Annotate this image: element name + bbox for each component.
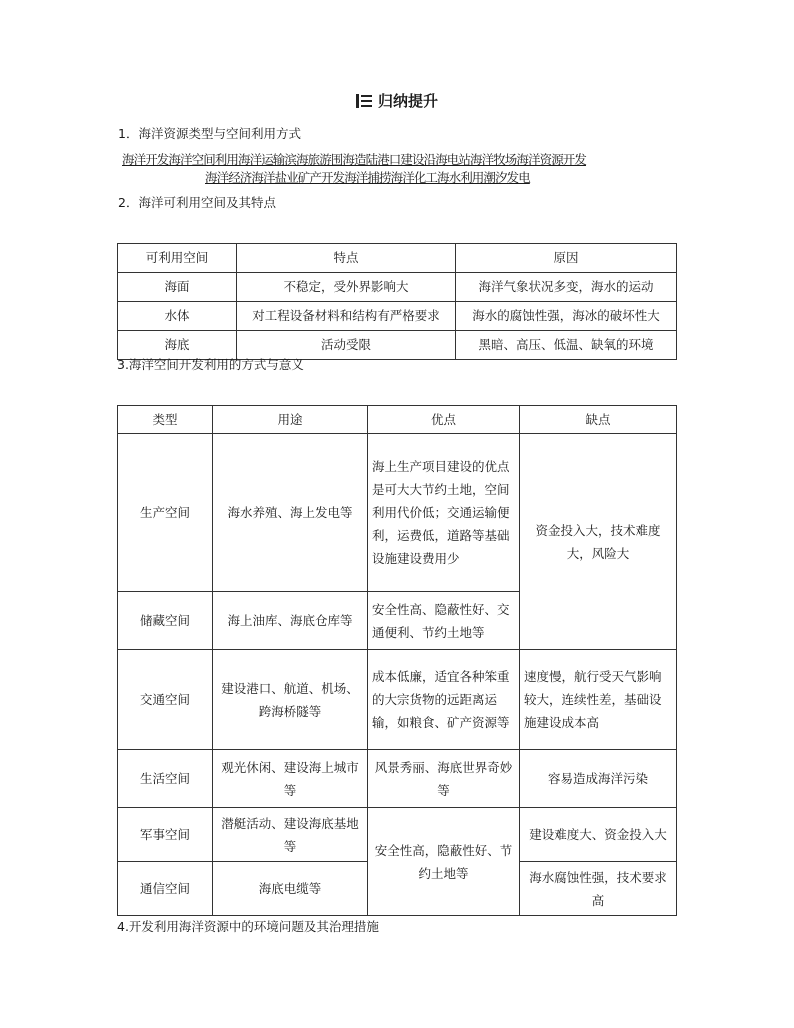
table-cell: 海洋气象状况多变，海水的运动 [456, 273, 677, 302]
table-cell: 水体 [118, 302, 237, 331]
table-row [118, 750, 677, 808]
type-cell: 生产空间 [118, 434, 213, 592]
use-cell: 潜艇活动、建设海底基地等 [213, 808, 368, 862]
header-cell: 用途 [213, 406, 368, 434]
pro-cell: 海上生产项目建设的优点是可大大节约土地，空间利用代价低；交通运输便利，运费低，道路等基础设施建设费用少 [368, 434, 520, 592]
section2-heading: 2．海洋可利用空间及其特点 [118, 195, 276, 210]
type-cell: 军事空间 [118, 808, 213, 862]
section-title [0, 90, 794, 111]
table-row [118, 808, 677, 862]
usage-table [117, 405, 677, 916]
header-cell: 类型 [118, 406, 213, 434]
table-cell: 海面 [118, 273, 237, 302]
list-icon [356, 94, 372, 108]
table-cell: 海水的腐蚀性强，海冰的破坏性大 [456, 302, 677, 331]
con-cell: 资金投入大，技术难度大，风险大 [520, 434, 677, 650]
pro-cell: 风景秀丽、海底世界奇妙等 [368, 750, 520, 808]
header-cell: 原因 [456, 244, 677, 273]
table-row [118, 434, 677, 592]
use-cell: 海水养殖、海上发电等 [213, 434, 368, 592]
title-text: 归纳提升 [377, 92, 438, 110]
use-cell: 观光休闲、建设海上城市等 [213, 750, 368, 808]
use-cell: 海上油库、海底仓库等 [213, 592, 368, 650]
con-cell: 建设难度大、资金投入大 [520, 808, 677, 862]
table-row [118, 302, 677, 331]
con-cell: 速度慢，航行受天气影响较大，连续性差，基础设施建设成本高 [520, 650, 677, 750]
use-cell: 海底电缆等 [213, 862, 368, 916]
type-cell: 交通空间 [118, 650, 213, 750]
header-cell: 可利用空间 [118, 244, 237, 273]
type-cell: 储藏空间 [118, 592, 213, 650]
table-header-row [118, 406, 677, 434]
section1-line2: 海洋经济海洋盐业矿产开发海洋捕捞海洋化工海水利用潮汐发电 [205, 170, 530, 185]
pro-cell: 安全性高，隐蔽性好、节约土地等 [368, 808, 520, 916]
pro-cell: 成本低廉，适宜各种笨重的大宗货物的远距离运输，如粮食、矿产资源等 [368, 650, 520, 750]
header-cell: 特点 [237, 244, 456, 273]
space-table [117, 243, 677, 360]
header-cell: 优点 [368, 406, 520, 434]
table-row [118, 273, 677, 302]
header-cell: 缺点 [520, 406, 677, 434]
table-cell: 活动受限 [237, 331, 456, 360]
use-cell: 建设港口、航道、机场、跨海桥隧等 [213, 650, 368, 750]
pro-cell: 安全性高、隐蔽性好、交通便利、节约土地等 [368, 592, 520, 650]
section3-heading: 3.海洋空间开发利用的方式与意义 [117, 357, 304, 372]
section1-heading: 1．海洋资源类型与空间利用方式 [118, 126, 301, 141]
con-cell: 海水腐蚀性强，技术要求高 [520, 862, 677, 916]
table-cell: 对工程设备材料和结构有严格要求 [237, 302, 456, 331]
table-cell: 黑暗、高压、低温、缺氧的环境 [456, 331, 677, 360]
section1-line1: 海洋开发海洋空间利用海洋运输滨海旅游围海造陆港口建设沿海电站海洋牧场海洋资源开发 [122, 152, 587, 167]
table-header-row [118, 244, 677, 273]
type-cell: 通信空间 [118, 862, 213, 916]
type-cell: 生活空间 [118, 750, 213, 808]
table-cell: 不稳定，受外界影响大 [237, 273, 456, 302]
table-cell: 海底 [118, 331, 237, 360]
section4-heading: 4.开发利用海洋资源中的环境问题及其治理措施 [117, 919, 379, 934]
table-row [118, 650, 677, 750]
con-cell: 容易造成海洋污染 [520, 750, 677, 808]
